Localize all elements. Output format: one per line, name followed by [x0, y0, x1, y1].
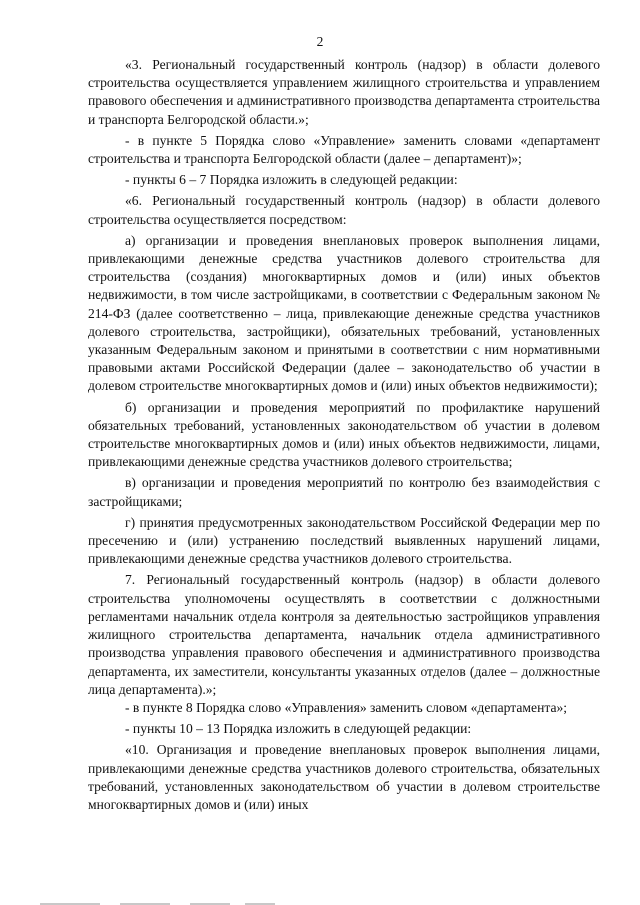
paragraph-subitem-a: а) организации и проведения внеплановых проверок выполнения лицами, привлекающими денежные средства участников долевого строительства для строительства (создания) многоквартирных домов и (или) иных объектов недвижимости, в том числе застройщиками, в соответствии с Федеральным законом № 214-ФЗ (далее соответственно – лица, привлекающие денежные средства участников долевого строительства, застройщики), обязательных требований, установленных указанным Федеральным законом и принятыми в соответствии с ним нормативными правовыми актами Российской Федерации (далее – законодательство об участии в долевом строительстве многоквартирных домов и (или) иных объектов недвижимости); [88, 232, 600, 394]
document-body [88, 56, 600, 814]
paragraph-item-7: 7. Региональный государственный контроль (надзор) в области долевого строительства уполномочены осуществлять в соответствии с должностными регламентами начальник отдела контроля за деятельностью застройщиков управления жилищного строительства департамента, начальник отдела административного производства управления правового обеспечения и административного производства департамента, их заместители, консультанты указанных отделов (далее – должностные лица департамента).»; [88, 572, 600, 697]
paragraph-subitem-b: б) организации и проведения мероприятий по профилактике нарушений обязательных требований, установленных законодательством об участии в долевом строительстве многоквартирных домов и (или) иных объектов недвижимости, лицами, привлекающими денежные средства участников долевого строительства; [88, 399, 600, 470]
scan-footer-marks [40, 901, 600, 905]
paragraph-amendment-items-10-13: - пункты 10 – 13 Порядка изложить в следующей редакции: [125, 721, 472, 737]
paragraph-subitem-g: г) принятия предусмотренных законодательством Российской Федерации мер по пресечению и (или) устранению последствий выявленных нарушений лицами, привлекающими денежные средства участников долевого строительства. [88, 514, 600, 567]
paragraph-amendment-items-6-7: - пункты 6 – 7 Порядка изложить в следующей редакции: [125, 172, 458, 188]
page-number: 2 [316, 34, 324, 49]
paragraph-item-10: «10. Организация и проведение внеплановых проверок выполнения лицами, привлекающими денежные средства участников долевого строительства, обязательных требований, установленных законодательством об участии в долевом строительстве многоквартирных домов и (или) иных [88, 742, 600, 812]
paragraph-subitem-v: в) организации и проведения мероприятий по контролю без взаимодействия с застройщиками; [88, 475, 600, 509]
paragraph-item-3-definition: «3. Региональный государственный контроль (надзор) в области долевого строительства осуществляется управлением жилищного строительства и управлением правового обеспечения и административного производства департамента строительства и транспорта Белгородской области.»; [88, 57, 600, 127]
paragraph-amendment-item-5: - в пункте 5 Порядка слово «Управление» заменить словами «департамент строительства и транспорта Белгородской области (далее – департамент)»; [88, 132, 600, 167]
paragraph-item-6-intro: «6. Региональный государственный контроль (надзор) в области долевого строительства осуществляется посредством: [88, 193, 600, 227]
paragraph-amendment-item-8: - в пункте 8 Порядка слово «Управления» заменить словом «департамента»; [125, 699, 568, 715]
